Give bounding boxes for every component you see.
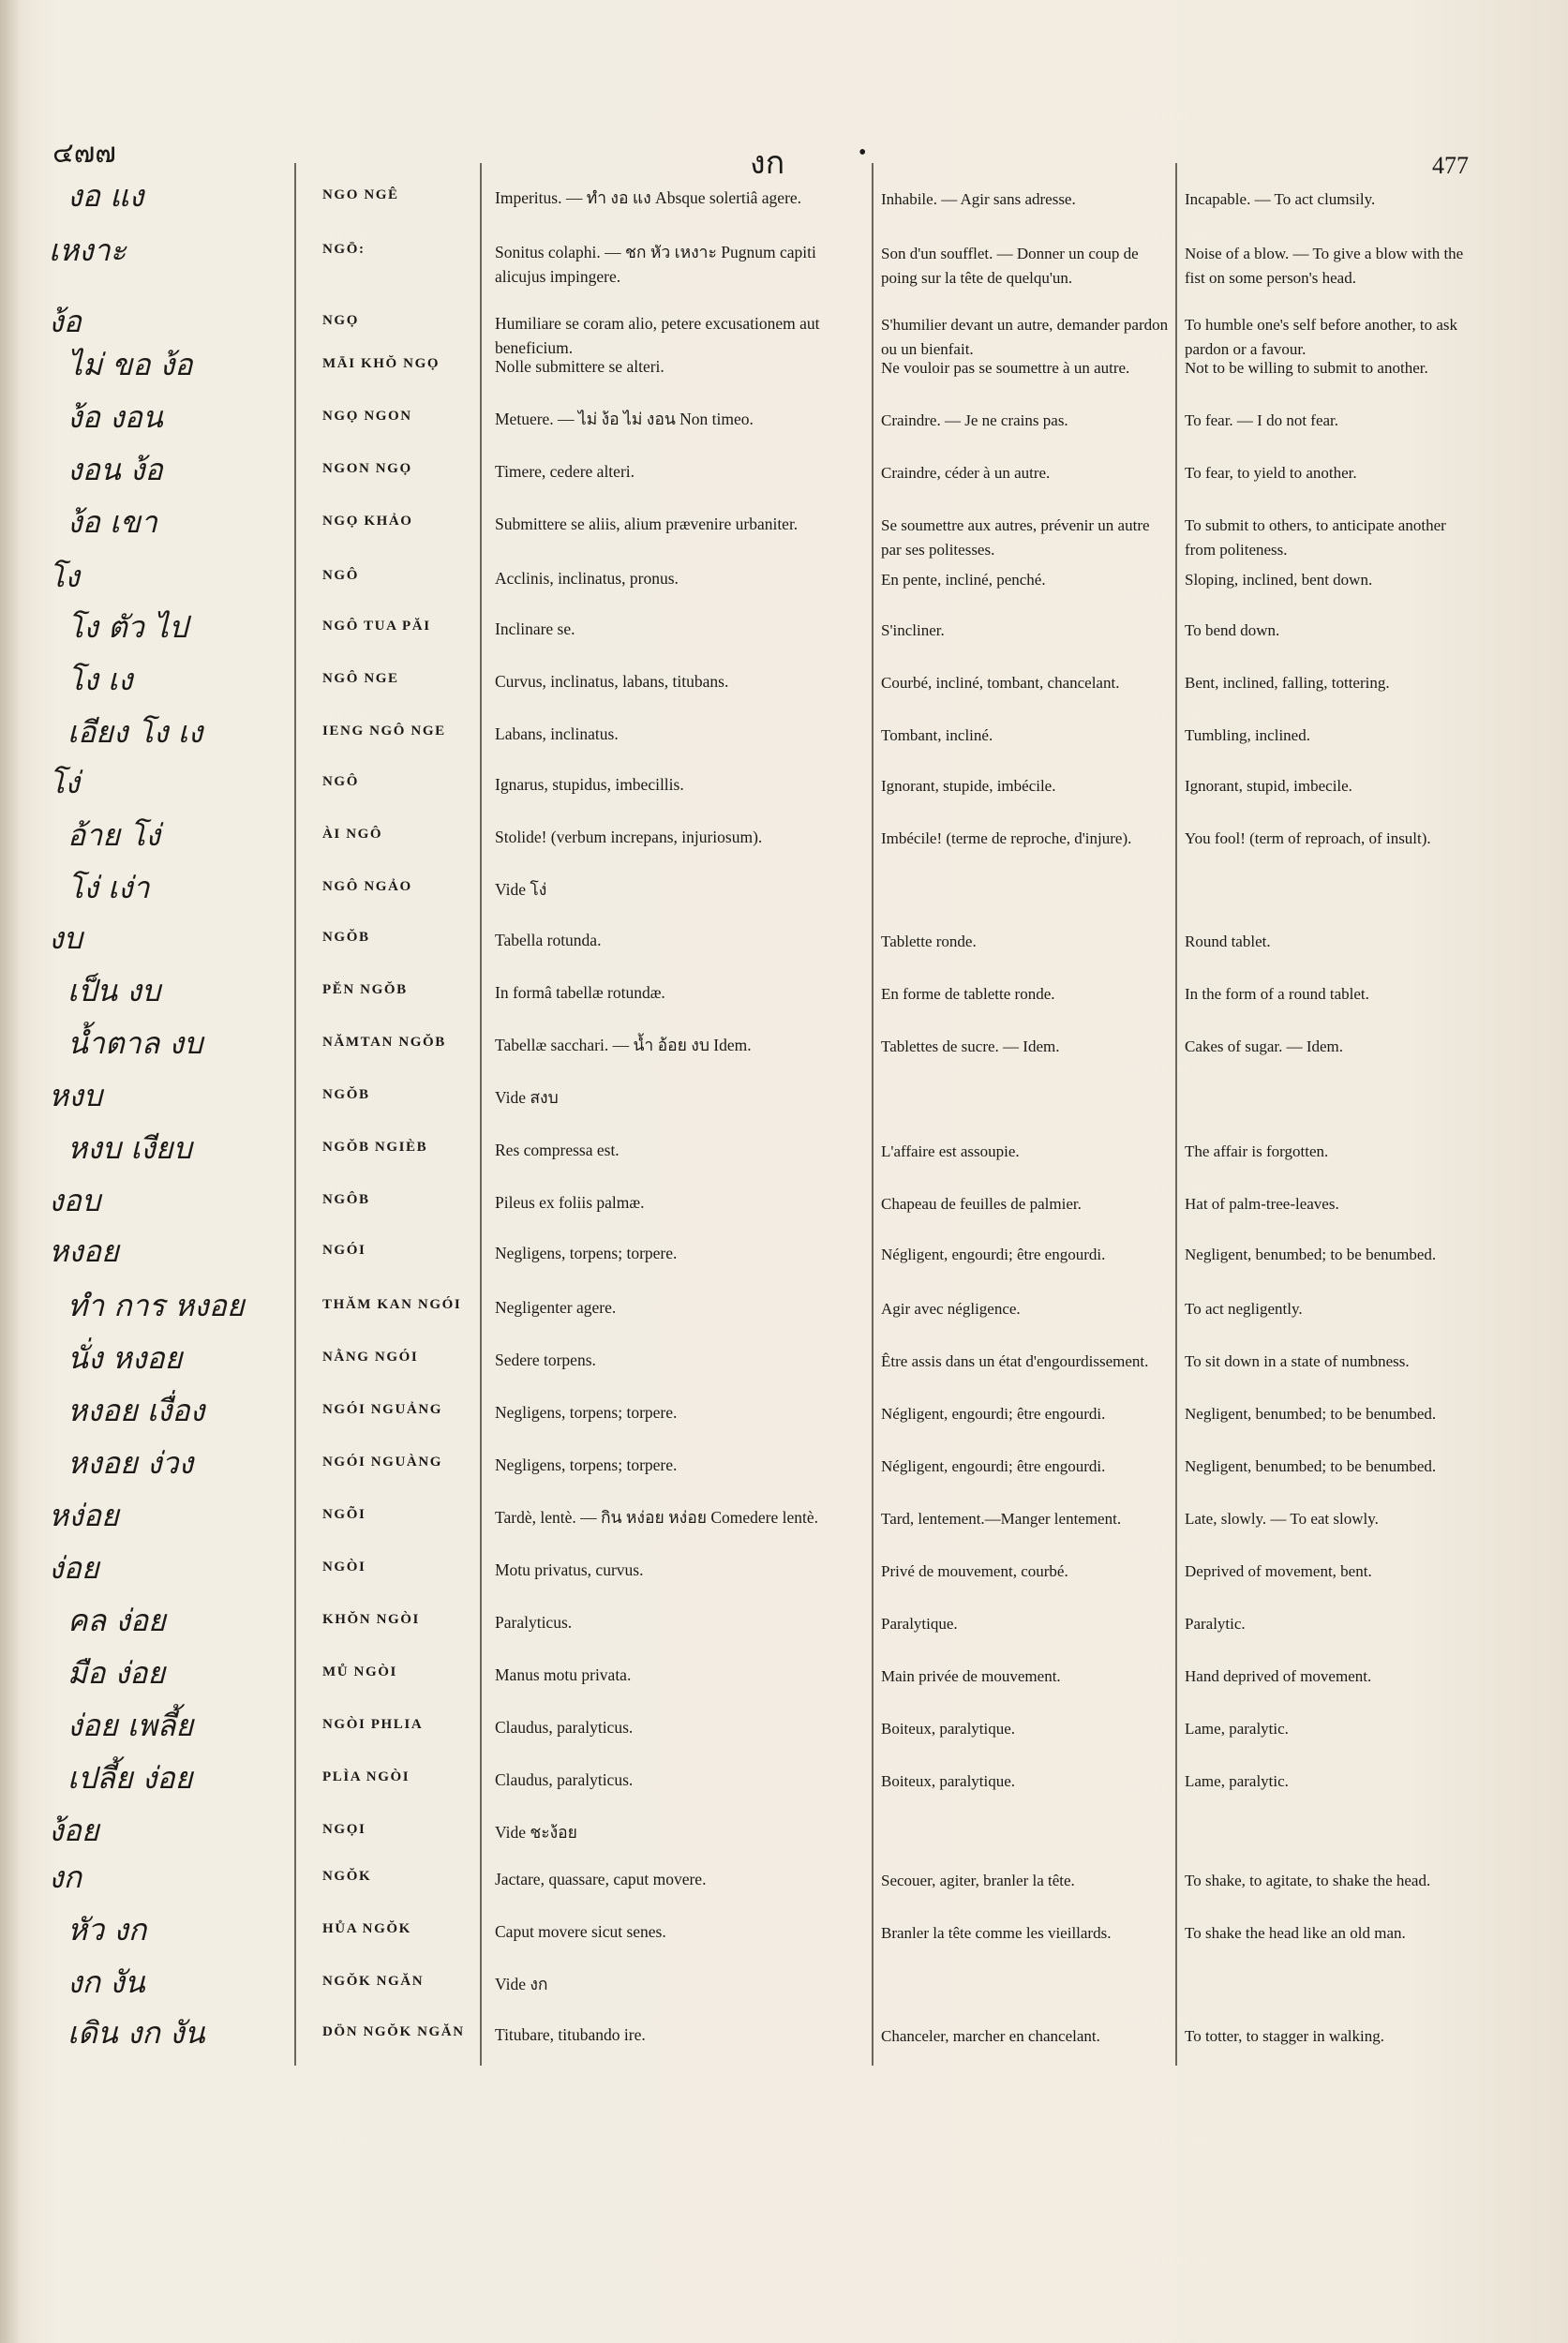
romanization: DÖN NGŎK NGĂN [322,2024,465,2039]
romanization: NẰNG NGÓI [322,1350,419,1365]
latin-definition: Sedere torpens. [495,1351,596,1369]
thai-headword: ง่อย [49,1550,99,1586]
thai-headword: หัว งก [67,1912,147,1948]
english-definition: You fool! (term of reproach, of insult). [1185,829,1431,847]
latin-definition: Jactare, quassare, caput movere. [495,1870,707,1888]
page-number-thai: ๔๗๗ [52,138,116,169]
french-definition: Tablette ronde. [881,933,977,950]
english-definition: To submit to others, to anticipate another from politeness. [1185,516,1446,559]
thai-headword: หง่อย [49,1498,119,1533]
thai-headword: งอ แง [67,178,144,214]
english-definition: Hand deprived of movement. [1185,1667,1372,1685]
romanization: NGÓI NGUẢNG [322,1402,443,1417]
romanization: NGŌ: [322,242,366,257]
romanization: NGỌ [322,313,359,328]
romanization: NĂMTAN NGŎB [322,1035,446,1050]
english-definition: To fear. — I do not fear. [1185,411,1339,429]
thai-headword: ไม่ ขอ ง้อ [67,347,193,382]
english-definition: To shake, to agitate, to shake the head. [1185,1872,1431,1889]
english-definition: To totter, to stagger in walking. [1185,2027,1384,2045]
romanization: NGÔB [322,1192,370,1207]
thai-headword: ง้อ งอน [67,399,163,435]
latin-definition: Negligenter agere. [495,1298,617,1317]
romanization: NGŎK NGĂN [322,1974,425,1989]
french-definition: Boiteux, paralytique. [881,1772,1016,1790]
french-definition: Se soumettre aux autres, prévenir un autre par ses politesses. [881,516,1150,559]
thai-headword: งก [49,1859,82,1895]
latin-definition: Res compressa est. [495,1141,620,1159]
column-rule-4 [1175,163,1177,2066]
thai-headword: งก งัน [67,1964,145,2000]
binding-shadow [0,0,21,2343]
latin-definition: Vide โง่ [495,880,547,899]
romanization: NGÔ NGE [322,671,399,686]
latin-definition: Pileus ex foliis palmæ. [495,1193,645,1212]
thai-headword: อ้าย โง่ [67,817,160,853]
english-definition: Ignorant, stupid, imbecile. [1185,777,1352,795]
romanization: NGÔ TUA PĂI [322,619,431,634]
thai-headword: เอียง โง เง [67,714,203,750]
french-definition: En forme de tablette ronde. [881,985,1055,1003]
french-definition: Tombant, incliné. [881,726,993,744]
french-definition: Son d'un soufflet. — Donner un coup de poing sur la tête de quelqu'un. [881,245,1139,287]
romanization: KHŎN NGÒI [322,1612,420,1627]
romanization: HŮA NGŎK [322,1921,411,1936]
latin-definition: Sonitus colaphi. — ชก หัว เหงาะ Pugnum capiti alicujus impingere. [495,243,816,286]
latin-definition: Vide งก [495,1975,548,1993]
thai-headword: งบ [49,920,82,956]
latin-definition: Manus motu privata. [495,1665,632,1684]
latin-definition: Claudus, paralyticus. [495,1718,634,1737]
romanization: NGỌ NGON [322,409,412,424]
romanization: NGÔ NGẢO [322,879,412,894]
romanization: NGÒI PHLIA [322,1717,424,1732]
english-definition: To bend down. [1185,621,1280,639]
french-definition: Privé de mouvement, courbé. [881,1562,1068,1580]
french-definition: Négligent, engourdi; être engourdi. [881,1405,1106,1423]
english-definition: Not to be willing to submit to another. [1185,359,1428,377]
french-definition: Secouer, agiter, branler la tête. [881,1872,1075,1889]
thai-headword: ทำ การ หงอย [67,1288,245,1323]
english-definition: Sloping, inclined, bent down. [1185,571,1373,589]
thai-headword: เหงาะ [49,232,127,268]
romanization: ÀI NGÔ [322,827,383,842]
english-definition: Late, slowly. — To eat slowly. [1185,1510,1379,1528]
latin-definition: Imperitus. — ทำ งอ แง Absque solertiâ agere. [495,188,802,207]
thai-headword: เดิน งก งัน [67,2015,205,2051]
latin-definition: Inclinare se. [495,619,575,638]
romanization: NGỌ KHẢO [322,514,413,529]
romanization: NGŎB [322,930,370,945]
thai-headword: หงอย เงื่อง [67,1393,205,1428]
column-rule-2 [480,163,482,2066]
latin-definition: Tardè, lentè. — กิน หง่อย หง่อย Comedere lentè. [495,1508,819,1527]
french-definition: Main privée de mouvement. [881,1667,1061,1685]
latin-definition: Titubare, titubando ire. [495,2025,646,2044]
english-definition: Negligent, benumbed; to be benumbed. [1185,1246,1437,1263]
thai-headword: โง่ [49,765,80,800]
latin-definition: Metuere. — ไม่ ง้อ ไม่ งอน Non timeo. [495,410,754,428]
french-definition: Branler la tête comme les vieillards. [881,1924,1112,1942]
romanization: NGÔ [322,774,359,789]
thai-headword: หงอย [49,1233,119,1269]
romanization: NGŎB [322,1087,370,1102]
english-definition: Negligent, benumbed; to be benumbed. [1185,1405,1437,1423]
french-definition: Inhabile. — Agir sans adresse. [881,190,1076,208]
french-definition: Ne vouloir pas se soumettre à un autre. [881,359,1130,377]
french-definition: Chanceler, marcher en chancelant. [881,2027,1100,2045]
english-definition: Cakes of sugar. — Idem. [1185,1037,1344,1055]
french-definition: Ignorant, stupide, imbécile. [881,777,1056,795]
column-rule-3 [872,163,874,2066]
thai-headword: ง่อย เพลี้ย [67,1708,194,1743]
latin-definition: Negligens, torpens; torpere. [495,1455,678,1474]
romanization: NGÕI [322,1507,366,1522]
french-definition: Agir avec négligence. [881,1300,1021,1318]
english-definition: Lame, paralytic. [1185,1772,1289,1790]
french-definition: Tablettes de sucre. — Idem. [881,1037,1060,1055]
french-definition: Courbé, incliné, tombant, chancelant. [881,674,1120,692]
romanization: NGÔ [322,568,359,583]
thai-headword: หงอย ง่วง [67,1445,194,1481]
latin-definition: In formâ tabellæ rotundæ. [495,983,665,1002]
french-definition: S'humilier devant un autre, demander pardon ou un bienfait. [881,316,1169,358]
latin-definition: Negligens, torpens; torpere. [495,1244,678,1262]
thai-headword: โง เง [67,662,133,697]
latin-definition: Humiliare se coram alio, petere excusationem aut beneficium. [495,314,820,357]
english-definition: Noise of a blow. — To give a blow with the fist on some person's head. [1185,245,1464,287]
french-definition: Craindre, céder à un autre. [881,464,1051,482]
thai-headword: หงบ เงียบ [67,1130,192,1166]
french-definition: Négligent, engourdi; être engourdi. [881,1457,1106,1475]
romanization: MŮ NGÒI [322,1664,397,1679]
english-definition: Deprived of movement, bent. [1185,1562,1372,1580]
romanization: NGỌI [322,1822,366,1837]
french-definition: Négligent, engourdi; être engourdi. [881,1246,1106,1263]
latin-definition: Tabella rotunda. [495,931,602,949]
thai-headword: เป็น งบ [67,973,161,1008]
romanization: PĔN NGŎB [322,982,408,997]
latin-definition: Acclinis, inclinatus, pronus. [495,569,679,588]
thai-headword: งอบ [49,1183,101,1218]
english-definition: Round tablet. [1185,933,1271,950]
latin-definition: Caput movere sicut senes. [495,1922,666,1941]
french-definition: Boiteux, paralytique. [881,1720,1016,1738]
english-definition: Negligent, benumbed; to be benumbed. [1185,1457,1437,1475]
english-definition: To act negligently. [1185,1300,1303,1318]
french-definition: Paralytique. [881,1615,958,1633]
latin-definition: Ignarus, stupidus, imbecillis. [495,775,684,794]
latin-definition: Nolle submittere se alteri. [495,357,665,376]
latin-definition: Vide สงบ [495,1088,559,1107]
thai-headword: น้ำตาล งบ [67,1025,203,1061]
english-definition: To shake the head like an old man. [1185,1924,1406,1942]
thai-headword: คล ง่อย [67,1603,166,1638]
latin-definition: Submittere se aliis, alium prævenire urbaniter. [495,515,799,533]
thai-headword: หงบ [49,1078,103,1113]
romanization: NGON NGỌ [322,461,412,476]
english-definition: The affair is forgotten. [1185,1142,1329,1160]
header-dot: • [859,141,867,165]
thai-headword: นั่ง หงอย [67,1340,183,1376]
romanization: PLÌA NGÒI [322,1769,411,1784]
thai-headword: ง้อ เขา [67,504,157,540]
thai-headword: โง ตัว ไป [67,609,188,645]
romanization: MĀI KHŎ NGỌ [322,356,441,371]
english-definition: Hat of palm-tree-leaves. [1185,1195,1339,1213]
latin-definition: Claudus, paralyticus. [495,1770,634,1789]
thai-headword: มือ ง่อย [67,1655,166,1691]
english-definition: Incapable. — To act clumsily. [1185,190,1376,208]
latin-definition: Stolide! (verbum increpans, injuriosum). [495,828,763,846]
latin-definition: Motu privatus, curvus. [495,1560,644,1579]
latin-definition: Timere, cedere alteri. [495,462,635,481]
romanization: NGÓI NGUÀNG [322,1455,443,1470]
romanization: NGŎK [322,1869,372,1884]
latin-definition: Vide ชะง้อย [495,1823,577,1842]
page-number: 477 [1432,152,1469,179]
latin-definition: Negligens, torpens; torpere. [495,1403,678,1422]
english-definition: Tumbling, inclined. [1185,726,1310,744]
romanization: NGÓI [322,1243,366,1258]
guide-word: งก [750,146,785,181]
thai-headword: โง่ เง่า [67,870,150,905]
french-definition: Imbécile! (terme de reproche, d'injure). [881,829,1132,847]
thai-headword: ง้อ [49,304,82,339]
french-definition: Craindre. — Je ne crains pas. [881,411,1068,429]
romanization: NGŎB NGIÈB [322,1140,428,1155]
romanization: IENG NGÔ NGE [322,724,446,739]
french-definition: En pente, incliné, penché. [881,571,1046,589]
column-rule-1 [294,163,296,2066]
english-definition: Paralytic. [1185,1615,1246,1633]
thai-headword: เปลี้ย ง่อย [67,1760,193,1796]
english-definition: To humble one's self before another, to ask pardon or a favour. [1185,316,1458,358]
latin-definition: Labans, inclinatus. [495,724,619,743]
french-definition: S'incliner. [881,621,945,639]
thai-headword: โง [49,559,80,594]
romanization: THĂM KAN NGÓI [322,1297,462,1312]
english-definition: To fear, to yield to another. [1185,464,1357,482]
french-definition: L'affaire est assoupie. [881,1142,1020,1160]
thai-headword: งอน ง้อ [67,452,163,487]
english-definition: Bent, inclined, falling, tottering. [1185,674,1390,692]
romanization: NGÒI [322,1560,366,1574]
thai-headword: ง้อย [49,1813,99,1848]
latin-definition: Paralyticus. [495,1613,573,1632]
latin-definition: Tabellæ sacchari. — น้ำ อ้อย งบ Idem. [495,1036,752,1054]
english-definition: Lame, paralytic. [1185,1720,1289,1738]
latin-definition: Curvus, inclinatus, labans, titubans. [495,672,729,691]
french-definition: Être assis dans un état d'engourdissement. [881,1352,1149,1370]
english-definition: To sit down in a state of numbness. [1185,1352,1410,1370]
french-definition: Chapeau de feuilles de palmier. [881,1195,1082,1213]
romanization: NGO NGÊ [322,187,399,202]
french-definition: Tard, lentement.—Manger lentement. [881,1510,1122,1528]
english-definition: In the form of a round tablet. [1185,985,1369,1003]
